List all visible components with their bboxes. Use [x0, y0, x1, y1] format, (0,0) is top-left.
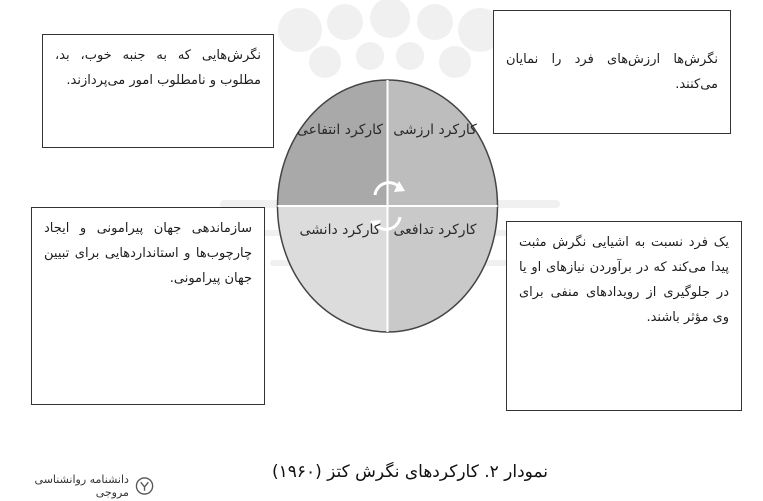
- box-value-expressive: نگرش‌ها ارزش‌های فرد را نمایان می‌کنند.: [493, 10, 731, 134]
- publisher-logo: [4, 474, 154, 498]
- box-knowledge: سازماندهی جهان پیرامونی و ایجاد چارچوب‌ها و استانداردهایی برای تبیین جهان پیرامونی.: [31, 207, 265, 405]
- label-top-left: کارکرد انتفاعی: [296, 122, 384, 138]
- label-top-right: کارکرد ارزشی: [393, 122, 477, 138]
- functions-circle: [275, 77, 500, 335]
- logo-text: دانشنامه روانشناسی مروجی: [34, 473, 129, 499]
- label-bottom-right: کارکرد تدافعی: [393, 222, 477, 238]
- box-evaluative: نگرش‌هایی که به جنبه خوب، بد، مطلوب و نامطلوب امور می‌پردازند.: [42, 34, 274, 148]
- label-bottom-left: کارکرد دانشی: [299, 222, 381, 238]
- logo-icon: [135, 476, 154, 496]
- circle-quadrants: [275, 77, 500, 335]
- figure-caption: نمودار ۲. کارکردهای نگرش کتز (۱۹۶۰): [271, 462, 549, 482]
- box-ego-defensive: یک فرد نسبت به اشیایی نگرش مثبت پیدا می‌کند که در برآوردن نیازهای او یا در جلوگیری از رویدادهای منفی برای وی مؤثر باشند.: [506, 221, 742, 411]
